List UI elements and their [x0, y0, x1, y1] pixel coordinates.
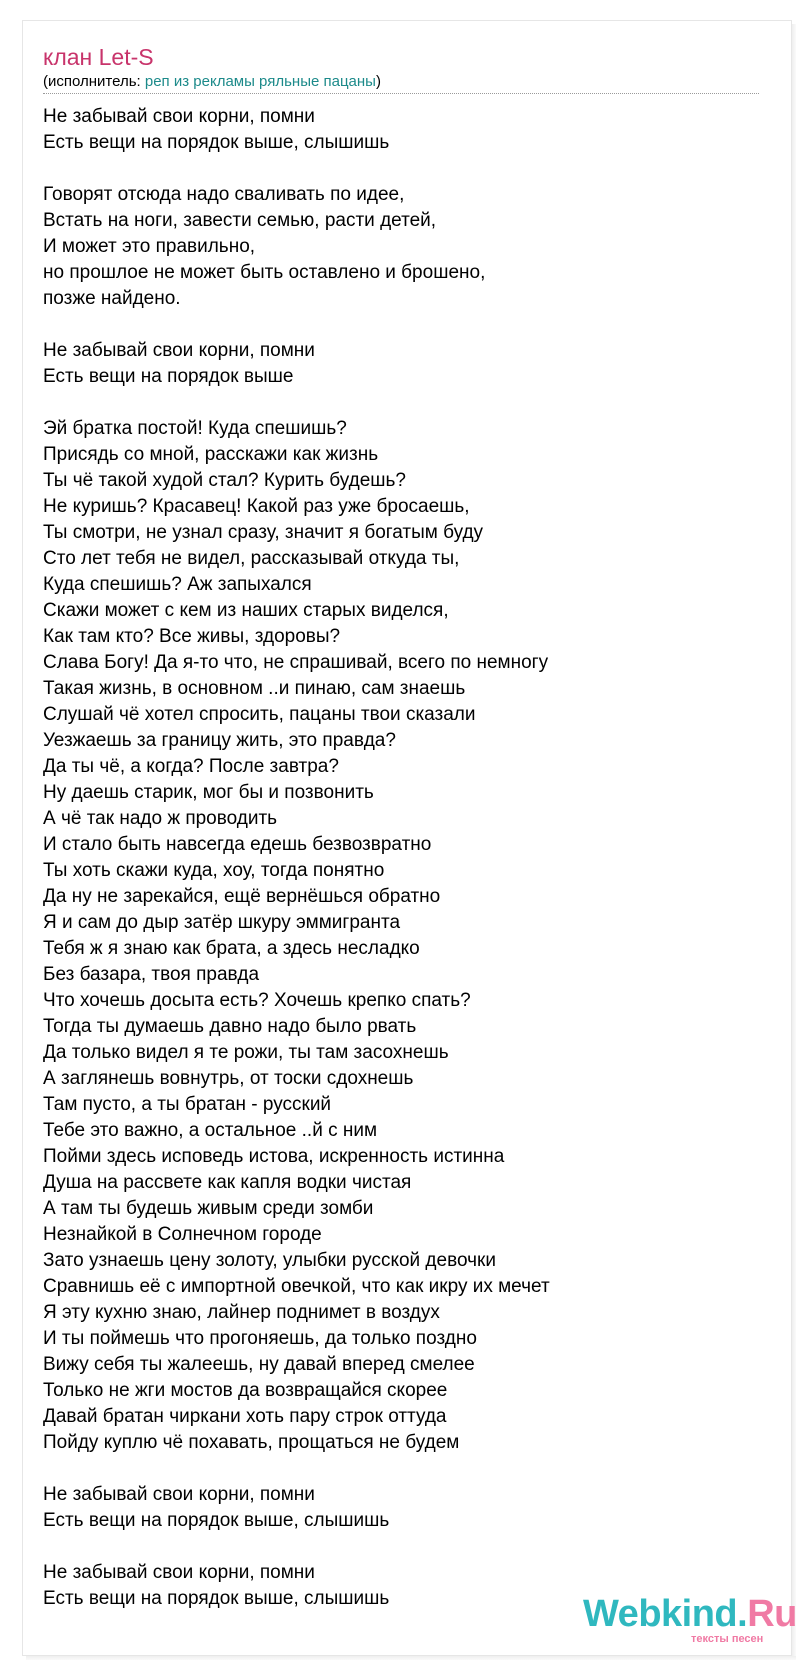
stanza-gap [43, 390, 763, 416]
frame-shadow-bottom [26, 1656, 796, 1660]
stanza-gap [43, 312, 763, 338]
lyric-line: Тебе это важно, а остальное ..й с ним [43, 1120, 378, 1141]
lyric-line: Да ты чё, а когда? После завтра? [43, 756, 339, 777]
lyric-line: Слушай чё хотел спросить, пацаны твои сказали [43, 704, 476, 725]
lyric-line: Давай братан чиркани хоть пару строк оттуда [43, 1406, 447, 1427]
lyric-line: Незнайкой в Солнечном городе [43, 1224, 322, 1245]
lyric-line: Присядь со мной, расскажи как жизнь [43, 444, 379, 465]
lyric-line: Ты смотри, не узнал сразу, значит я богатым буду [43, 522, 484, 543]
lyric-line: Не забывай свои корни, помни [43, 1562, 315, 1583]
lyric-line: А там ты будешь живым среди зомби [43, 1198, 374, 1219]
artist-link[interactable]: реп из рекламы ряльные пацаны [144, 73, 376, 90]
lyric-line: Душа на рассвете как капля водки чистая [43, 1172, 412, 1193]
stanza-gap [43, 1456, 763, 1482]
lyric-line: но прошлое не может быть оставлено и брошено, [43, 262, 486, 283]
lyric-line: Есть вещи на порядок выше, слышишь [43, 1588, 390, 1609]
lyric-line: Что хочешь досыта есть? Хочешь крепко спать? [43, 990, 471, 1011]
logo-tld: Ru [747, 1593, 797, 1635]
lyric-line: Да ну не зарекайся, ещё вернёшься обратно [43, 886, 441, 907]
lyric-line: Уезжаешь за границу жить, это правда? [43, 730, 396, 751]
lyric-line: Пойду куплю чё похавать, прощаться не будем [43, 1432, 460, 1453]
lyric-line: Встать на ноги, завести семью, расти детей, [43, 210, 437, 231]
lyric-line: А чё так надо ж проводить [43, 808, 278, 829]
lyric-line: Такая жизнь, в основном ..и пинаю, сам знаешь [43, 678, 466, 699]
artist-line [43, 72, 381, 92]
song-title: клан Let-S [43, 44, 154, 70]
lyric-line: Тогда ты думаешь давно надо было рвать [43, 1016, 417, 1037]
header-divider [43, 93, 759, 94]
lyric-line: А заглянешь вовнутрь, от тоски сдохнешь [43, 1068, 414, 1089]
lyric-line: Есть вещи на порядок выше [43, 366, 294, 387]
lyric-line: Есть вещи на порядок выше, слышишь [43, 1510, 390, 1531]
lyric-line: Есть вещи на порядок выше, слышишь [43, 132, 390, 153]
artist-prefix: (исполнитель: [43, 73, 145, 90]
stanza-gap [43, 1534, 763, 1560]
lyric-line: И стало быть навсегда едешь безвозвратно [43, 834, 432, 855]
lyric-line: Ты чё такой худой стал? Курить будешь? [43, 470, 407, 491]
logo-name: Webkind [583, 1593, 738, 1635]
lyric-line: Слава Богу! Да я-то что, не спрашивай, всего по немногу [43, 652, 549, 673]
lyric-line: Вижу себя ты жалеешь, ну давай вперед смелее [43, 1354, 475, 1375]
lyric-line: Не куришь? Красавец! Какой раз уже бросаешь, [43, 496, 470, 517]
lyric-line: позже найдено. [43, 288, 181, 309]
lyric-line: Там пусто, а ты братан - русский [43, 1094, 332, 1115]
lyric-line: Зато узнаешь цену золоту, улыбки русской девочки [43, 1250, 496, 1271]
lyric-line: И ты поймешь что прогоняешь, да только поздно [43, 1328, 477, 1349]
lyric-line: Без базара, твоя правда [43, 964, 260, 985]
lyric-line: Тебя ж я знаю как брата, а здесь несладко [43, 938, 420, 959]
lyric-line: Говорят отсюда надо сваливать по идее, [43, 184, 405, 205]
lyric-line: Не забывай свои корни, помни [43, 1484, 315, 1505]
lyric-line: Не забывай свои корни, помни [43, 340, 315, 361]
webkind-logo[interactable] [583, 1592, 797, 1646]
lyric-line: Сто лет тебя не видел, рассказывай откуда ты, [43, 548, 460, 569]
logo-tagline: тексты песен [691, 1633, 764, 1645]
lyric-line: Ты хоть скажи куда, хоу, тогда понятно [43, 860, 385, 881]
lyric-line: Сравнишь её с импортной овечкой, что как икру их мечет [43, 1276, 550, 1297]
lyric-line: Эй братка постой! Куда спешишь? [43, 418, 347, 439]
lyric-line: Да только видел я те рожи, ты там засохнешь [43, 1042, 449, 1063]
lyric-line: И может это правильно, [43, 236, 256, 257]
lyric-line: Не забывай свои корни, помни [43, 106, 315, 127]
lyric-line: Я эту кухню знаю, лайнер поднимет в воздух [43, 1302, 440, 1323]
lyric-line: Только не жги мостов да возвращайся скорее [43, 1380, 448, 1401]
lyric-line: Скажи может с кем из наших старых виделся, [43, 600, 449, 621]
lyric-line: Куда спешишь? Аж запыхался [43, 574, 312, 595]
logo-dot: . [737, 1593, 748, 1635]
lyric-line: Пойми здесь исповедь истова, искренность истинна [43, 1146, 505, 1167]
artist-suffix: ) [375, 73, 381, 90]
frame-shadow-right [792, 24, 796, 1660]
lyric-line: Как там кто? Все живы, здоровы? [43, 626, 341, 647]
logo-wordmark [583, 1592, 797, 1636]
lyric-line: Ну даешь старик, мог бы и позвонить [43, 782, 374, 803]
lyrics-body [43, 104, 763, 1612]
lyric-line: Я и сам до дыр затёр шкуру эммигранта [43, 912, 401, 933]
stanza-gap [43, 156, 763, 182]
